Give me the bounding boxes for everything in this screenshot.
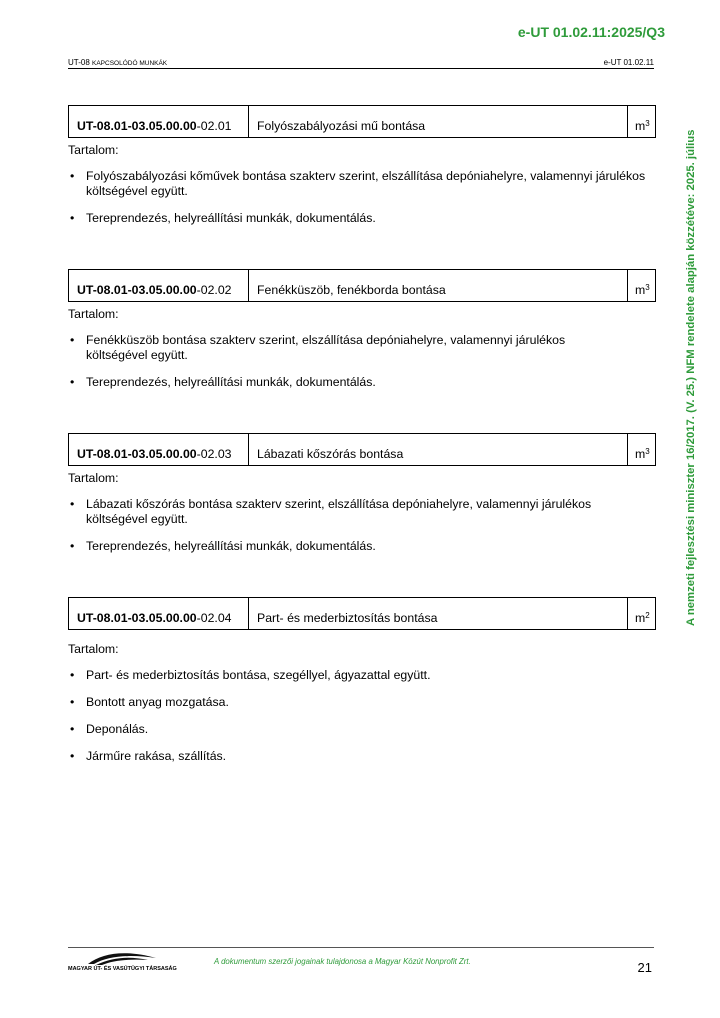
- list-item: • Fenékküszöb bontása szakterv szerint, elszállítása depóniahelyre, valamennyi járulékos költségével együtt.: [68, 333, 628, 363]
- item-code: [69, 106, 249, 137]
- item-code-suffix: -02.04: [196, 611, 232, 625]
- work-item: [68, 597, 656, 764]
- item-code: [69, 270, 249, 301]
- list-item: • Járműre rakása, szállítás.: [68, 749, 656, 764]
- section-name: KAPCSOLÓDÓ MUNKÁK: [92, 60, 168, 67]
- item-header-table: [68, 597, 656, 630]
- copyright-notice: A dokumentum szerzői jogainak tulajdonosa a Magyar Közút Nonprofit Zrt.: [214, 957, 471, 966]
- unit-base: m: [635, 611, 646, 625]
- document-code: e-UT 01.02.11:2025/Q3: [517, 24, 665, 40]
- list-item: • Tereprendezés, helyreállítási munkák, dokumentálás.: [68, 375, 628, 390]
- page-number: 21: [637, 960, 652, 975]
- item-code: [69, 434, 249, 465]
- content-list: [68, 169, 656, 226]
- section-title: [68, 58, 167, 67]
- work-item: [68, 105, 656, 226]
- item-code-main: UT-08.01-03.05.00.00: [77, 119, 197, 133]
- item-code: [69, 598, 249, 629]
- item-title: Fenékküszöb, fenékborda bontása: [249, 270, 628, 301]
- unit-exponent: 2: [645, 611, 650, 620]
- unit-exponent: 3: [645, 283, 650, 292]
- unit-base: m: [635, 119, 646, 133]
- item-title: Folyószabályozási mű bontása: [249, 106, 628, 137]
- list-item: • Part- és mederbiztosítás bontása, szegéllyel, ágyazattal együtt.: [68, 668, 656, 683]
- logo-swoosh-icon: [68, 950, 160, 966]
- list-item: • Deponálás.: [68, 722, 656, 737]
- publication-note: A nemzeti fejlesztési miniszter 16/2017. (V. 25.) NFM rendelete alapján közzétéve: 2025. július: [685, 129, 697, 626]
- logo-text: MAGYAR ÚT- ÉS VASÚTÜGYI TÁRSASÁG: [68, 966, 177, 972]
- item-code-main: UT-08.01-03.05.00.00: [77, 283, 197, 297]
- list-item: • Tereprendezés, helyreállítási munkák, dokumentálás.: [68, 211, 656, 226]
- running-header: [68, 58, 654, 69]
- unit-base: m: [635, 447, 646, 461]
- running-code: e-UT 01.02.11: [603, 58, 654, 67]
- footer-divider: [68, 947, 654, 948]
- item-unit: [628, 270, 655, 301]
- item-code-suffix: -02.01: [196, 119, 232, 133]
- content-label: Tartalom:: [68, 143, 119, 157]
- content-label: Tartalom:: [68, 642, 119, 656]
- unit-base: m: [635, 283, 646, 297]
- work-item: [68, 269, 656, 390]
- unit-exponent: 3: [645, 447, 650, 456]
- unit-exponent: 3: [645, 119, 650, 128]
- item-code-suffix: -02.02: [196, 283, 232, 297]
- item-header-table: [68, 433, 656, 466]
- list-item: • Lábazati kőszórás bontása szakterv szerint, elszállítása depóniahelyre, valamennyi járulékos költségével együtt.: [68, 497, 648, 527]
- section-prefix: UT-08: [68, 58, 93, 67]
- content-list: [68, 497, 648, 554]
- work-item: [68, 433, 656, 554]
- item-unit: [628, 434, 655, 465]
- content-list: [68, 668, 656, 764]
- item-code-main: UT-08.01-03.05.00.00: [77, 611, 197, 625]
- content-list: [68, 333, 628, 390]
- list-item: • Bontott anyag mozgatása.: [68, 695, 656, 710]
- item-unit: [628, 598, 655, 629]
- item-title: Lábazati kőszórás bontása: [249, 434, 628, 465]
- content-label: Tartalom:: [68, 471, 119, 485]
- item-header-table: [68, 105, 656, 138]
- item-header-table: [68, 269, 656, 302]
- content-label: Tartalom:: [68, 307, 119, 321]
- list-item: • Tereprendezés, helyreállítási munkák, dokumentálás.: [68, 539, 648, 554]
- item-unit: [628, 106, 655, 137]
- list-item: • Folyószabályozási kőművek bontása szakterv szerint, elszállítása depóniahelyre, valamennyi járulékos költségével együtt.: [68, 169, 656, 199]
- society-logo: [68, 950, 177, 972]
- item-code-suffix: -02.03: [196, 447, 232, 461]
- item-code-main: UT-08.01-03.05.00.00: [77, 447, 197, 461]
- item-title: Part- és mederbiztosítás bontása: [249, 598, 628, 629]
